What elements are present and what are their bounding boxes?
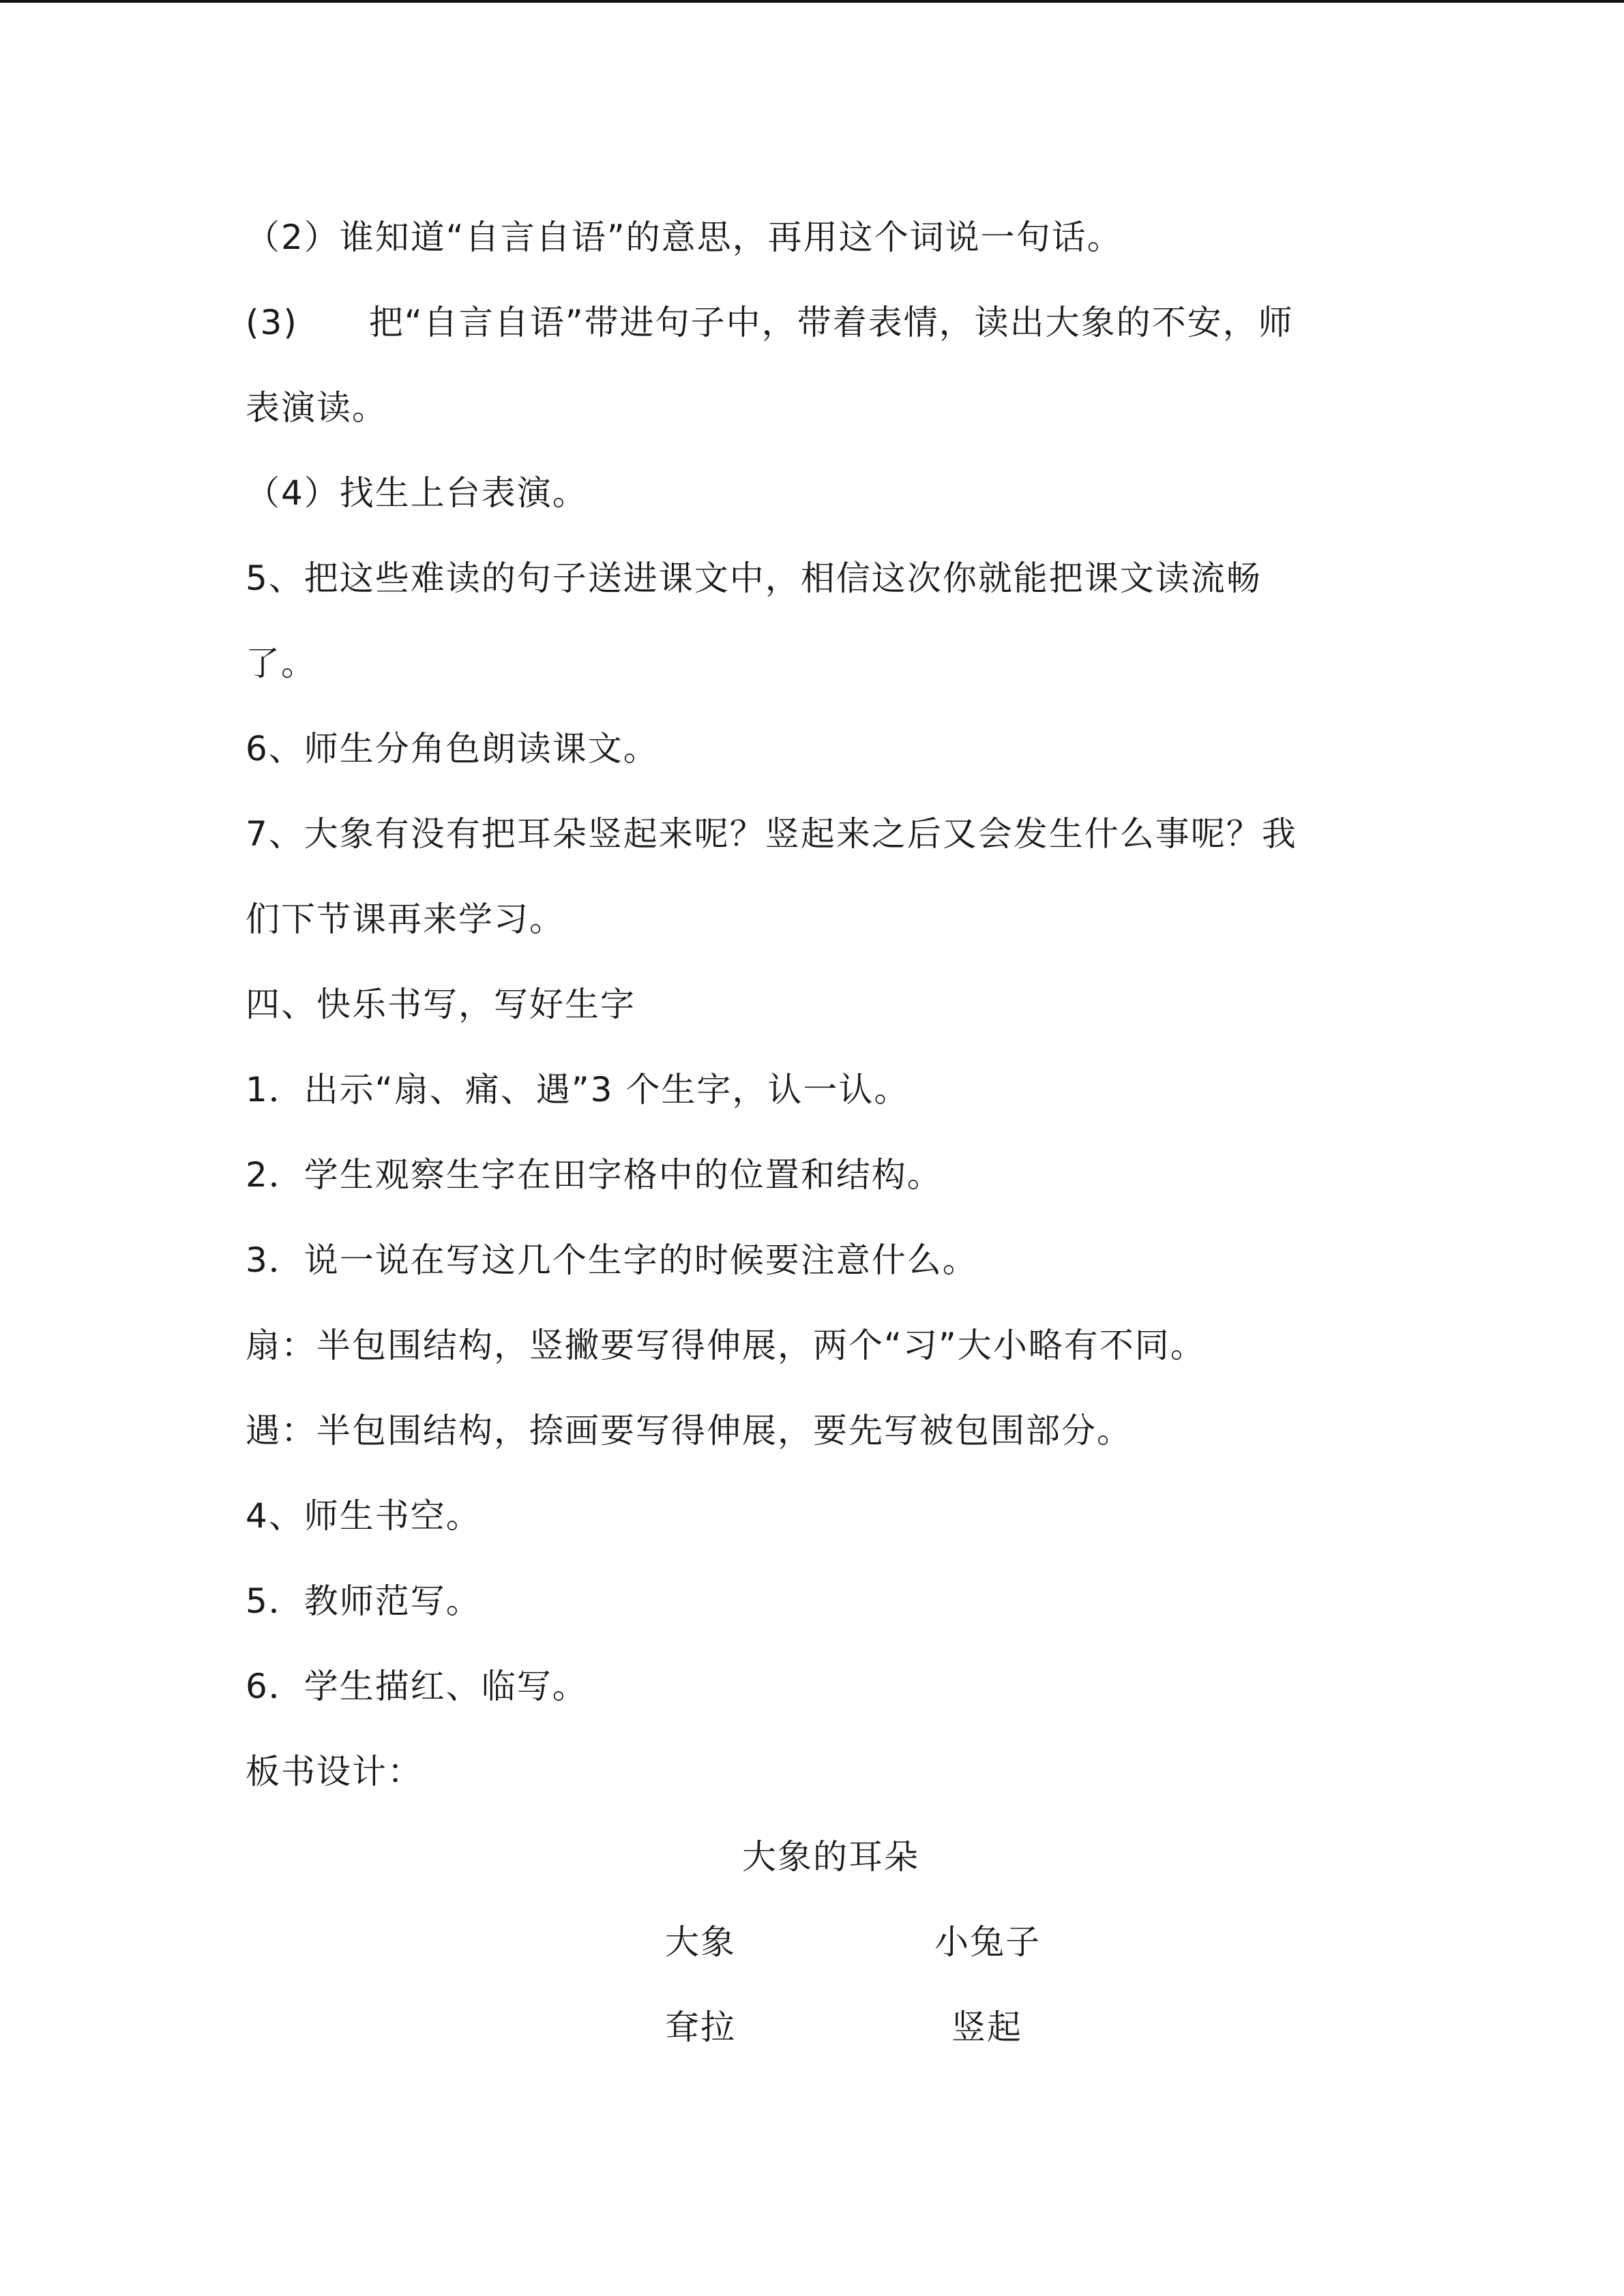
text-line: 1．出示“扇、痛、遇”3 个生字，认一认。: [246, 1070, 910, 1109]
text-line: 遇：半包围结构，捺画要写得伸展，要先写被包围部分。: [246, 1411, 1132, 1450]
page-top-border: [0, 0, 1624, 3]
text-line: 6、师生分角色朗读课文。: [246, 729, 659, 769]
text-line: 3．说一说在写这几个生字的时候要注意什么。: [246, 1240, 978, 1280]
section-heading: 四、快乐书写，写好生字: [246, 985, 636, 1024]
board-left-word: 大象: [665, 1922, 736, 1962]
board-title: 大象的耳朵: [742, 1837, 919, 1877]
text-line: 表演读。: [246, 388, 387, 428]
text-line: 了。: [246, 644, 316, 683]
text-line: 扇：半包围结构，竖撇要写得伸展，两个“习”大小略有不同。: [246, 1326, 1206, 1365]
text-line: （4）找生上台表演。: [246, 473, 588, 513]
text-line: 5．教师范写。: [246, 1581, 482, 1621]
text-line: 们下节课再来学习。: [246, 899, 565, 939]
text-line: 5、把这些难读的句子送进课文中，相信这次你就能把课文读流畅: [246, 558, 1262, 598]
text-line: (3) 把“自言自语”带进句子中，带着表情，读出大象的不安，师: [246, 303, 1294, 342]
text-line: 2．学生观察生字在田字格中的位置和结构。: [246, 1155, 943, 1195]
text-line: 6．学生描红、临写。: [246, 1667, 588, 1706]
board-left-word: 耷拉: [665, 2008, 736, 2047]
text-line: 4、师生书空。: [246, 1496, 482, 1536]
board-design-label: 板书设计：: [246, 1752, 423, 1791]
text-line: 7、大象有没有把耳朵竖起来呢？竖起来之后又会发生什么事呢？我: [246, 814, 1297, 854]
text-line: （2）谁知道“自言自语”的意思，再用这个词说一句话。: [246, 218, 1123, 257]
board-right-word: 竖起: [951, 2008, 1022, 2047]
board-right-word: 小兔子: [934, 1922, 1041, 1962]
